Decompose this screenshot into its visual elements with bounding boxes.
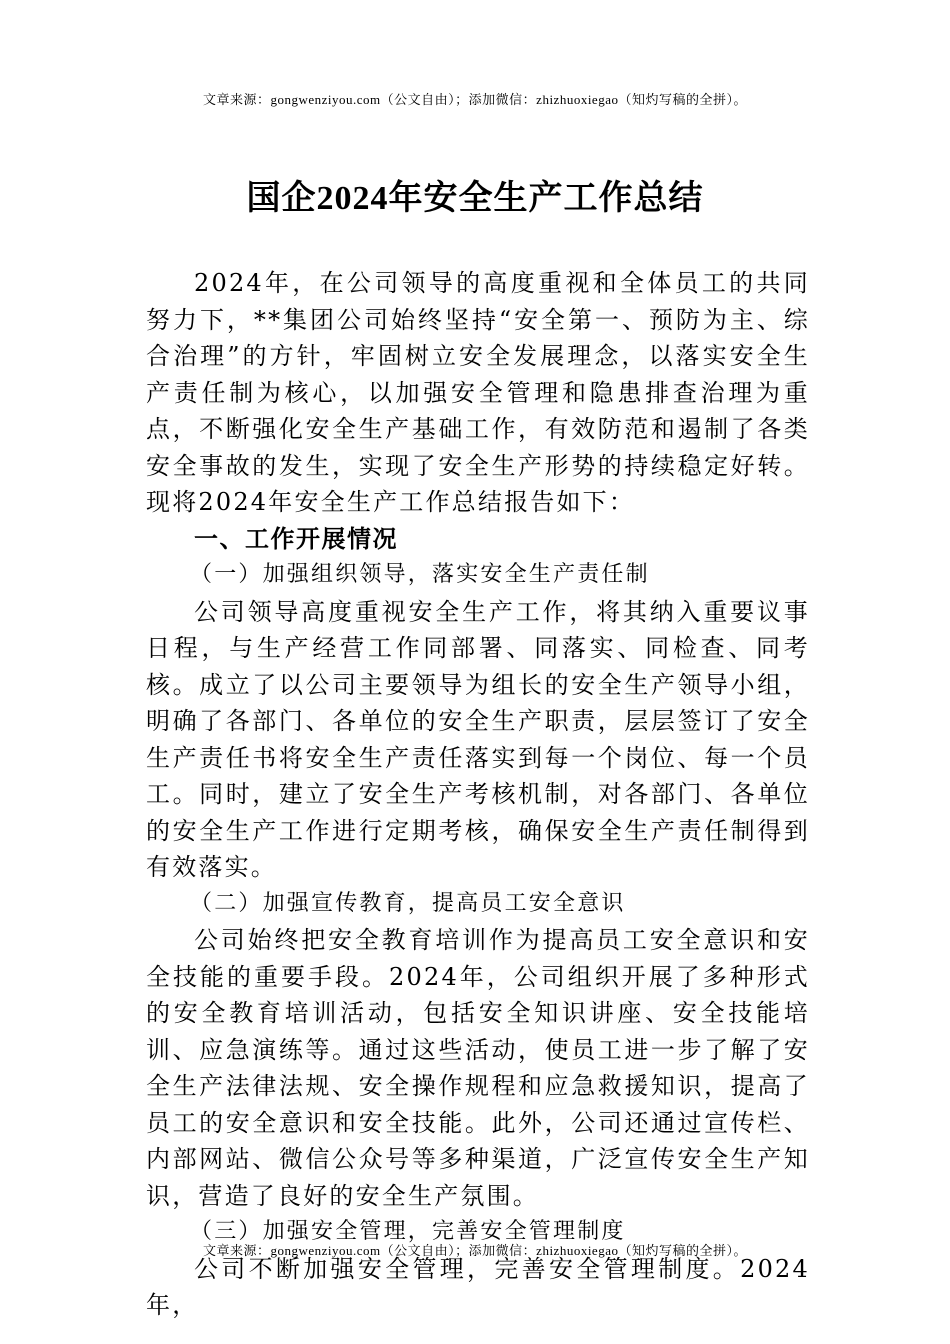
paragraph-education: 公司始终把安全教育培训作为提高员工安全意识和安全技能的重要手段。2024年，公司组织开展了多种形式的安全教育培训活动，包括安全知识讲座、安全技能培训、应急演练等。通过这些活动，使员工进一步了解了安全生产法律法规、安全操作规程和应急救援知识，提高了员工的安全意识和安全技能。此外，公司还通过宣传栏、内部网站、微信公众号等多种渠道，广泛宣传安全生产知识，营造了良好的安全生产氛围。 — [146, 926, 810, 1210]
section-heading-1: 一、工作开展情况 — [194, 524, 398, 553]
subsection-heading-3: （三）加强安全管理，完善安全管理制度 — [190, 1219, 626, 1244]
paragraph-management: 公司不断加强安全管理，完善安全管理制度。2024年， — [146, 1254, 810, 1319]
paragraph-responsibility: 公司领导高度重视安全生产工作，将其纳入重要议事日程，与生产经营工作同部署、同落实、同检查、同考核。成立了以公司主要领导为组长的安全生产领导小组，明确了各部门、各单位的安全生产职责，层层签订了安全生产责任书将安全生产责任落实到每一个岗位、每一个员工。同时，建立了安全生产考核机制，对各部门、各单位的安全生产工作进行定期考核，确保安全生产责任制得到有效落实。 — [146, 597, 810, 881]
document-body — [146, 265, 810, 1324]
page-footer-source-note: 文章来源：gongwenziyou.com（公文自由）；添加微信：zhizhuoxiegao（知灼写稿的全拼）。 — [203, 1243, 747, 1258]
document-title: 国企2024年安全生产工作总结 — [246, 180, 704, 217]
intro-paragraph: 2024年，在公司领导的高度重视和全体员工的共同努力下，**集团公司始终坚持“安全第一、预防为主、综合治理”的方针，牢固树立安全发展理念，以落实安全生产责任制为核心，以加强安全管理和隐患排查治理为重点，不断强化安全生产基础工作，有效防范和遏制了各类安全事故的发生，实现了安全生产形势的持续稳定好转。现将2024年安全生产工作总结报告如下： — [146, 269, 810, 516]
subsection-heading-2: （二）加强宣传教育，提高员工安全意识 — [190, 890, 626, 916]
page-header-source-note: 文章来源：gongwenziyou.com（公文自由）；添加微信：zhizhuoxiegao（知灼写稿的全拼）。 — [203, 92, 747, 107]
subsection-heading-1: （一）加强组织领导，落实安全生产责任制 — [190, 562, 650, 587]
